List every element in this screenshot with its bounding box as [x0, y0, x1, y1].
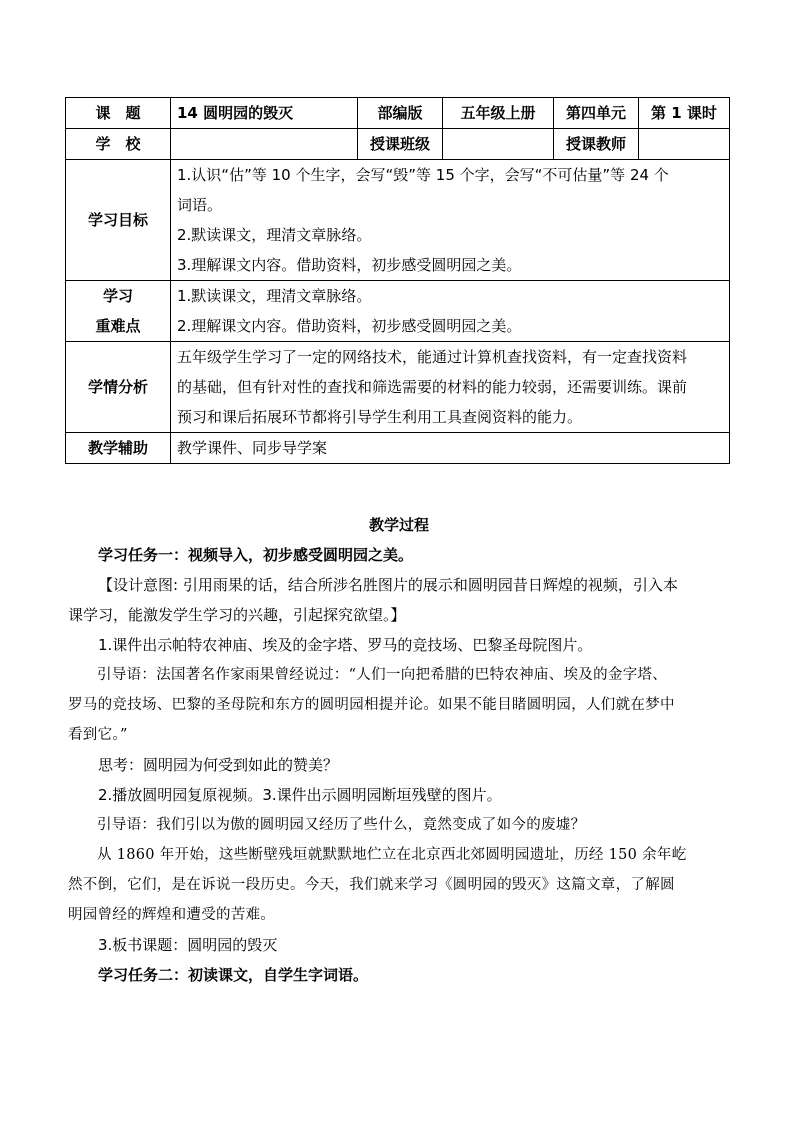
- key-point-line: 2.理解课文内容。借助资料，初步感受圆明园之美。: [177, 317, 522, 335]
- class-value: [443, 129, 554, 160]
- key-point-line: 1.默读课文，理清文章脉络。: [177, 287, 372, 305]
- period-cell: 第 1 课时: [639, 98, 730, 129]
- teacher-value: [639, 129, 730, 160]
- analysis-line: 五年级学生学习了一定的网络技术，能通过计算机查找资料，有一定查找资料: [177, 348, 688, 366]
- analysis-line: 的基础，但有针对性的查找和筛选需要的材料的能力较弱，还需要训练。课前: [177, 378, 688, 396]
- unit-cell: 第四单元: [554, 98, 639, 129]
- class-label: 授课班级: [358, 129, 443, 160]
- school-value: [171, 129, 358, 160]
- key-points-content: [171, 281, 730, 342]
- objectives-label: 学习目标: [66, 160, 171, 281]
- table-row: [66, 129, 730, 160]
- design-intent-cont: 课学习，能激发学生学习的兴趣，引起探究欲望。】: [68, 606, 406, 624]
- key-points-label-top: 学习: [102, 287, 133, 305]
- topic-value: 14 圆明园的毁灭: [171, 98, 358, 129]
- topic-label: 课 题: [66, 98, 171, 129]
- grade-cell: 五年级上册: [443, 98, 554, 129]
- edition-cell: 部编版: [358, 98, 443, 129]
- task-two-heading: 学习任务二：初读课文，自学生字词语。: [98, 966, 369, 984]
- step-two: 2.播放圆明园复原视频。3.课件出示圆明园断垣残壁的图片。: [98, 786, 502, 804]
- history-paragraph-end: 明园曾经的辉煌和遭受的苦难。: [68, 907, 276, 923]
- objectives-content: [171, 160, 730, 281]
- guide-quote-cont: 罗马的竞技场、巴黎的圣母院和东方的圆明园相提并论。如果不能目睹圆明园，人们就在梦中: [68, 697, 675, 713]
- think-question: 思考：圆明园为何受到如此的赞美？: [98, 756, 339, 774]
- table-row: [66, 281, 730, 342]
- analysis-content: [171, 342, 730, 433]
- table-row: [66, 98, 730, 129]
- objective-line: 词语。: [177, 196, 223, 214]
- teacher-label: 授课教师: [554, 129, 639, 160]
- objective-line: 2.默读课文，理清文章脉络。: [177, 226, 372, 244]
- guide-quote: 引导语：法国著名作家雨果曾经说过：“人们一向把希腊的巴特农神庙、埃及的金字塔、: [97, 667, 668, 683]
- step-three: 3.板书课题：圆明园的毁灭: [98, 936, 278, 954]
- objective-line: 3.理解课文内容。借助资料，初步感受圆明园之美。: [177, 256, 522, 274]
- table-row: [66, 160, 730, 281]
- design-intent: 【设计意图: 引用雨果的话，结合所涉名胜图片的展示和圆明园昔日辉煌的视频，引入本: [98, 576, 678, 594]
- school-label: 学 校: [66, 129, 171, 160]
- analysis-line: 预习和课后拓展环节都将引导学生利用工具查阅资料的能力。: [177, 408, 583, 426]
- table-row: [66, 433, 730, 464]
- guide-quote-end: 看到它。”: [68, 727, 128, 743]
- aids-label: 教学辅助: [66, 433, 171, 464]
- process-heading: 教学过程: [368, 516, 429, 534]
- step-one: 1.课件出示帕特农神庙、埃及的金字塔、罗马的竞技场、巴黎圣母院图片。: [98, 636, 593, 654]
- history-paragraph: 从 1860 年开始，这些断壁残垣就默默地伫立在北京西北郊圆明园遗址，历经 150 余年屹: [97, 847, 687, 863]
- analysis-label: 学情分析: [66, 342, 171, 433]
- task-one-heading: 学习任务一：视频导入，初步感受圆明园之美。: [98, 546, 414, 564]
- objective-line: 1.认识“估”等 10 个生字，会写“毁”等 15 个字，会写“不可估量”等 24 个: [177, 166, 669, 184]
- guide-quote-two: 引导语：我们引以为傲的圆明园又经历了些什么，竟然变成了如今的废墟？: [97, 817, 586, 833]
- key-points-label: [66, 281, 171, 342]
- key-points-label-bottom: 重难点: [95, 317, 141, 335]
- aids-value: 教学课件、同步导学案: [171, 433, 730, 464]
- teaching-process: [68, 510, 730, 990]
- table-row: [66, 342, 730, 433]
- lesson-info-table: [65, 97, 730, 464]
- history-paragraph-cont: 然不倒，它们，是在诉说一段历史。今天，我们就来学习《圆明园的毁灭》这篇文章，了解圆: [68, 877, 675, 893]
